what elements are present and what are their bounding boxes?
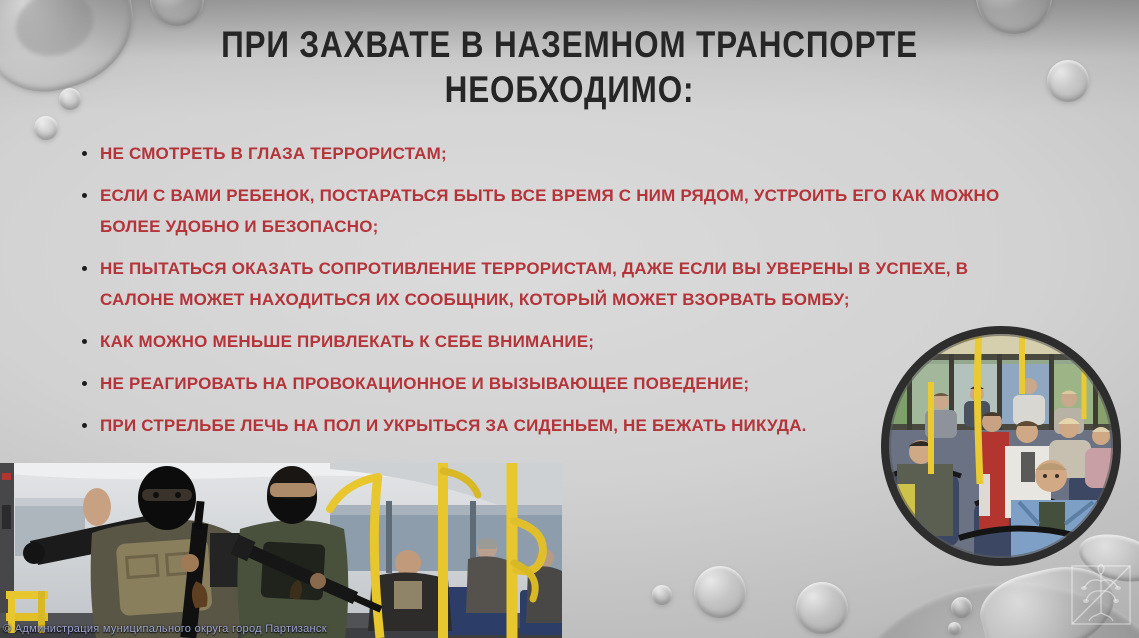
bullet-dot-icon bbox=[82, 151, 87, 156]
bullet-dot-icon bbox=[82, 193, 87, 198]
list-item bbox=[82, 138, 1044, 169]
hostage-train-photo bbox=[0, 463, 562, 638]
bullet-text: НЕ СМОТРЕТЬ В ГЛАЗА ТЕРРОРИСТАМ; bbox=[100, 144, 447, 163]
bubble-decoration bbox=[59, 88, 81, 110]
bus-passengers-photo bbox=[879, 324, 1123, 568]
list-item bbox=[82, 253, 1044, 315]
bullet-text: ЕСЛИ С ВАМИ РЕБЕНОК, ПОСТАРАТЬСЯ БЫТЬ ВСЕ ВРЕМЯ С НИМ РЯДОМ, УСТРОИТЬ ЕГО КАК МОЖНО БОЛЕЕ УДОБНО И БЕЗОПАСНО; bbox=[100, 186, 1000, 236]
bubble-decoration bbox=[951, 597, 972, 618]
bullet-text: НЕ РЕАГИРОВАТЬ НА ПРОВОКАЦИОННОЕ И ВЫЗЫВАЮЩЕЕ ПОВЕДЕНИЕ; bbox=[100, 374, 750, 393]
bubble-decoration bbox=[796, 582, 848, 634]
bullet-text: НЕ ПЫТАТЬСЯ ОКАЗАТЬ СОПРОТИВЛЕНИЕ ТЕРРОРИСТАМ, ДАЖЕ ЕСЛИ ВЫ УВЕРЕНЫ В УСПЕХЕ, В САЛОНЕ МОЖЕТ НАХОДИТЬСЯ ИХ СООБЩНИК, КОТОРЫЙ МОЖЕТ ВЗОРВАТЬ БОМБУ; bbox=[100, 259, 969, 309]
slide-title-line1: ПРИ ЗАХВАТЕ В НАЗЕМНОМ ТРАНСПОРТЕ bbox=[221, 24, 918, 65]
slide-title-line2: НЕОБХОДИМО: bbox=[444, 69, 695, 110]
coat-of-arms-watermark bbox=[1069, 561, 1133, 629]
slide-title bbox=[85, 22, 1053, 112]
bullet-dot-icon bbox=[82, 266, 87, 271]
bullet-dot-icon bbox=[82, 423, 87, 428]
bullet-text: КАК МОЖНО МЕНЬШЕ ПРИВЛЕКАТЬ К СЕБЕ ВНИМАНИЕ; bbox=[100, 332, 595, 351]
bullet-text: ПРИ СТРЕЛЬБЕ ЛЕЧЬ НА ПОЛ И УКРЫТЬСЯ ЗА СИДЕНЬЕМ, НЕ БЕЖАТЬ НИКУДА. bbox=[100, 416, 807, 435]
list-item bbox=[82, 180, 1044, 242]
bubble-decoration bbox=[694, 566, 746, 618]
bubble-decoration bbox=[948, 622, 961, 635]
copyright-watermark: © Администрация муниципального округа город Партизанск bbox=[3, 623, 327, 635]
bullet-dot-icon bbox=[82, 381, 87, 386]
bubble-decoration bbox=[34, 116, 58, 140]
bullet-dot-icon bbox=[82, 339, 87, 344]
bubble-decoration bbox=[652, 585, 672, 605]
